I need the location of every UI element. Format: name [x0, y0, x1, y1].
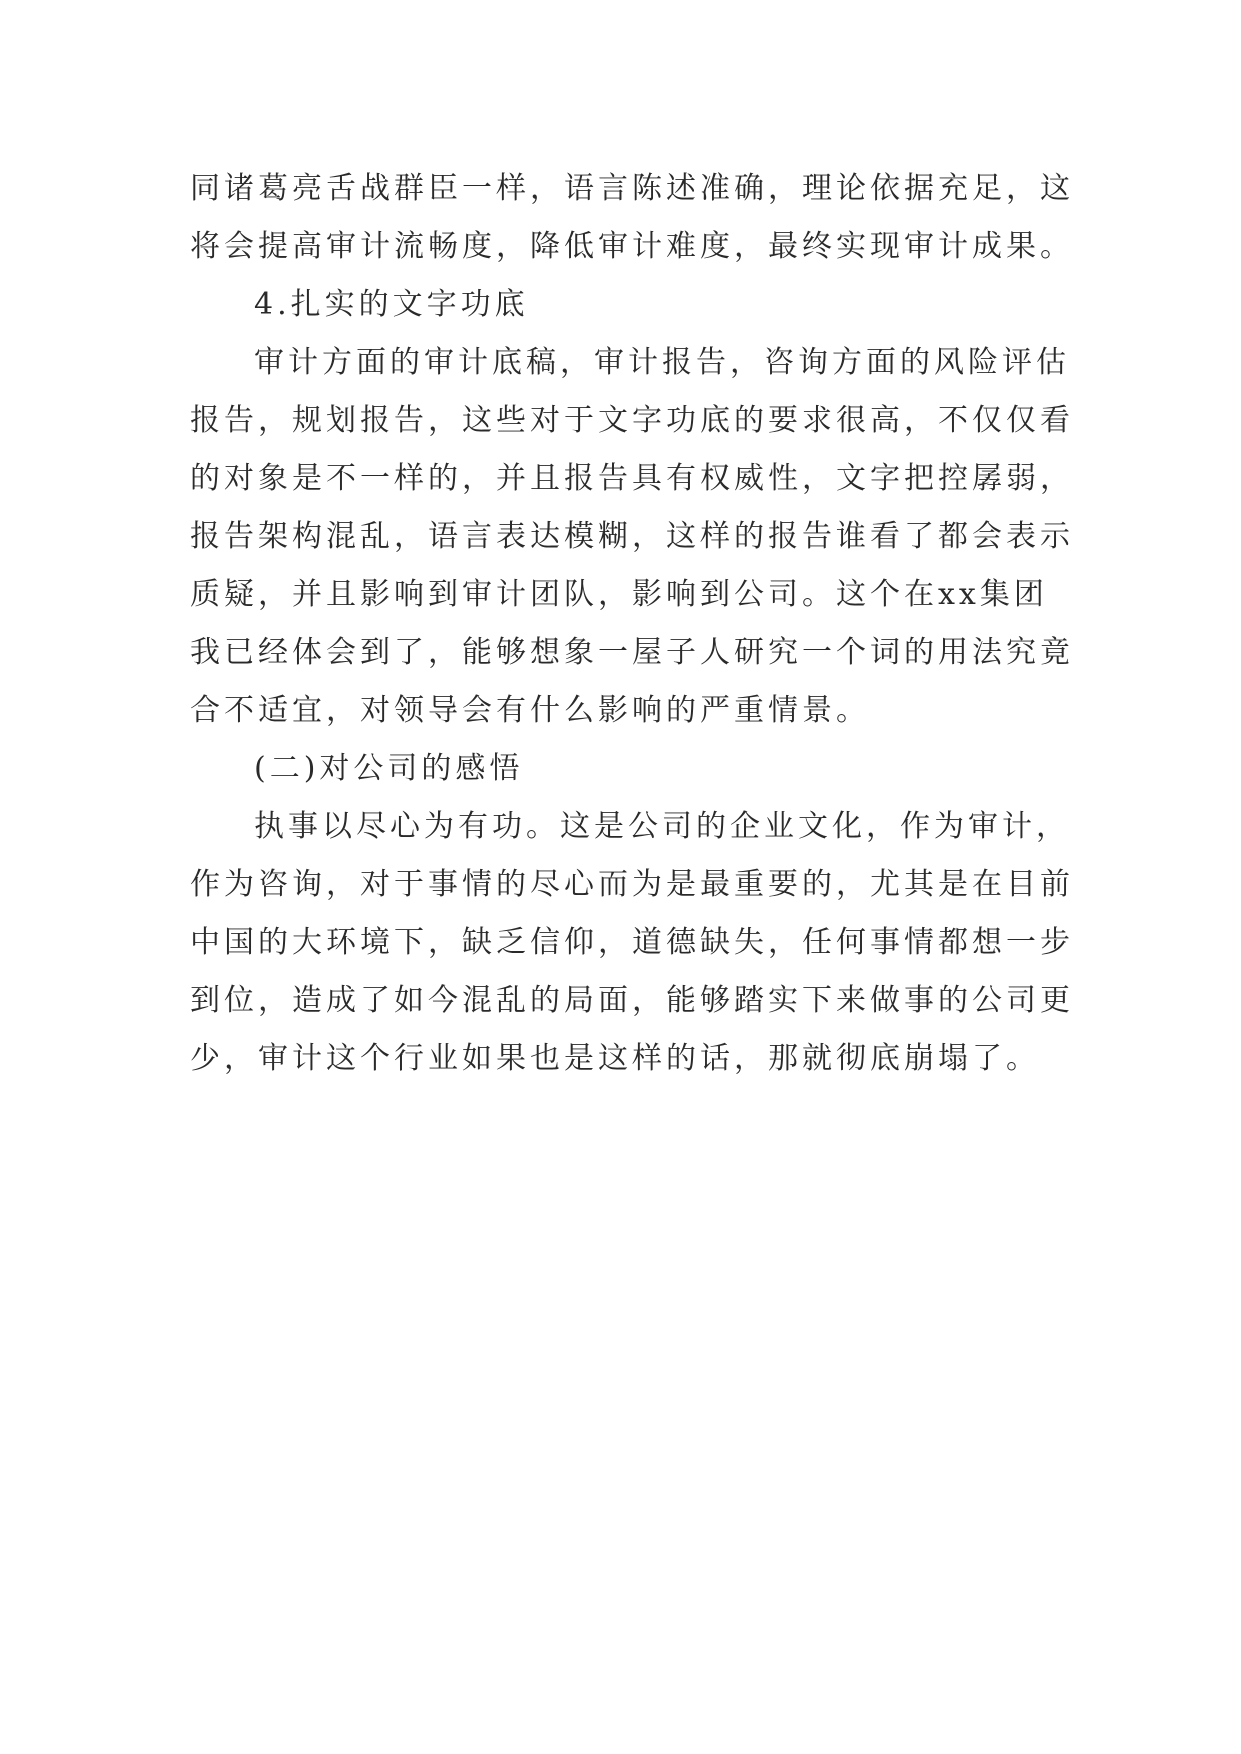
paragraph-line: 质疑，并且影响到审计团队，影响到公司。这个在xx集团: [190, 577, 1048, 612]
paragraph-line: 的对象是不一样的，并且报告具有权威性，文字把控孱弱，: [190, 461, 1074, 496]
document-body: [190, 160, 1074, 1088]
section-heading: (二)对公司的感悟: [254, 751, 524, 786]
paragraph-line: 报告架构混乱，语言表达模糊，这样的报告谁看了都会表示: [190, 519, 1074, 554]
paragraph-line: 到位，造成了如今混乱的局面，能够踏实下来做事的公司更: [190, 983, 1074, 1018]
paragraph-line: 将会提高审计流畅度，降低审计难度，最终实现审计成果。: [190, 229, 1074, 264]
paragraph-line: 我已经体会到了，能够想象一屋子人研究一个词的用法究竟: [190, 635, 1074, 670]
paragraph-line: 执事以尽心为有功。这是公司的企业文化，作为审计，: [254, 809, 1070, 844]
paragraph-line: 作为咨询，对于事情的尽心而为是最重要的，尤其是在目前: [190, 867, 1074, 902]
paragraph-line: 少，审计这个行业如果也是这样的话，那就彻底崩塌了。: [190, 1041, 1040, 1076]
section-heading: 4.扎实的文字功底: [254, 287, 529, 322]
paragraph-line: 合不适宜，对领导会有什么影响的严重情景。: [190, 693, 870, 728]
paragraph-line: 同诸葛亮舌战群臣一样，语言陈述准确，理论依据充足，这: [190, 171, 1074, 206]
paragraph-line: 报告，规划报告，这些对于文字功底的要求很高，不仅仅看: [190, 403, 1074, 438]
paragraph-line: 中国的大环境下，缺乏信仰，道德缺失，任何事情都想一步: [190, 925, 1074, 960]
paragraph-line: 审计方面的审计底稿，审计报告，咨询方面的风险评估: [254, 345, 1070, 380]
